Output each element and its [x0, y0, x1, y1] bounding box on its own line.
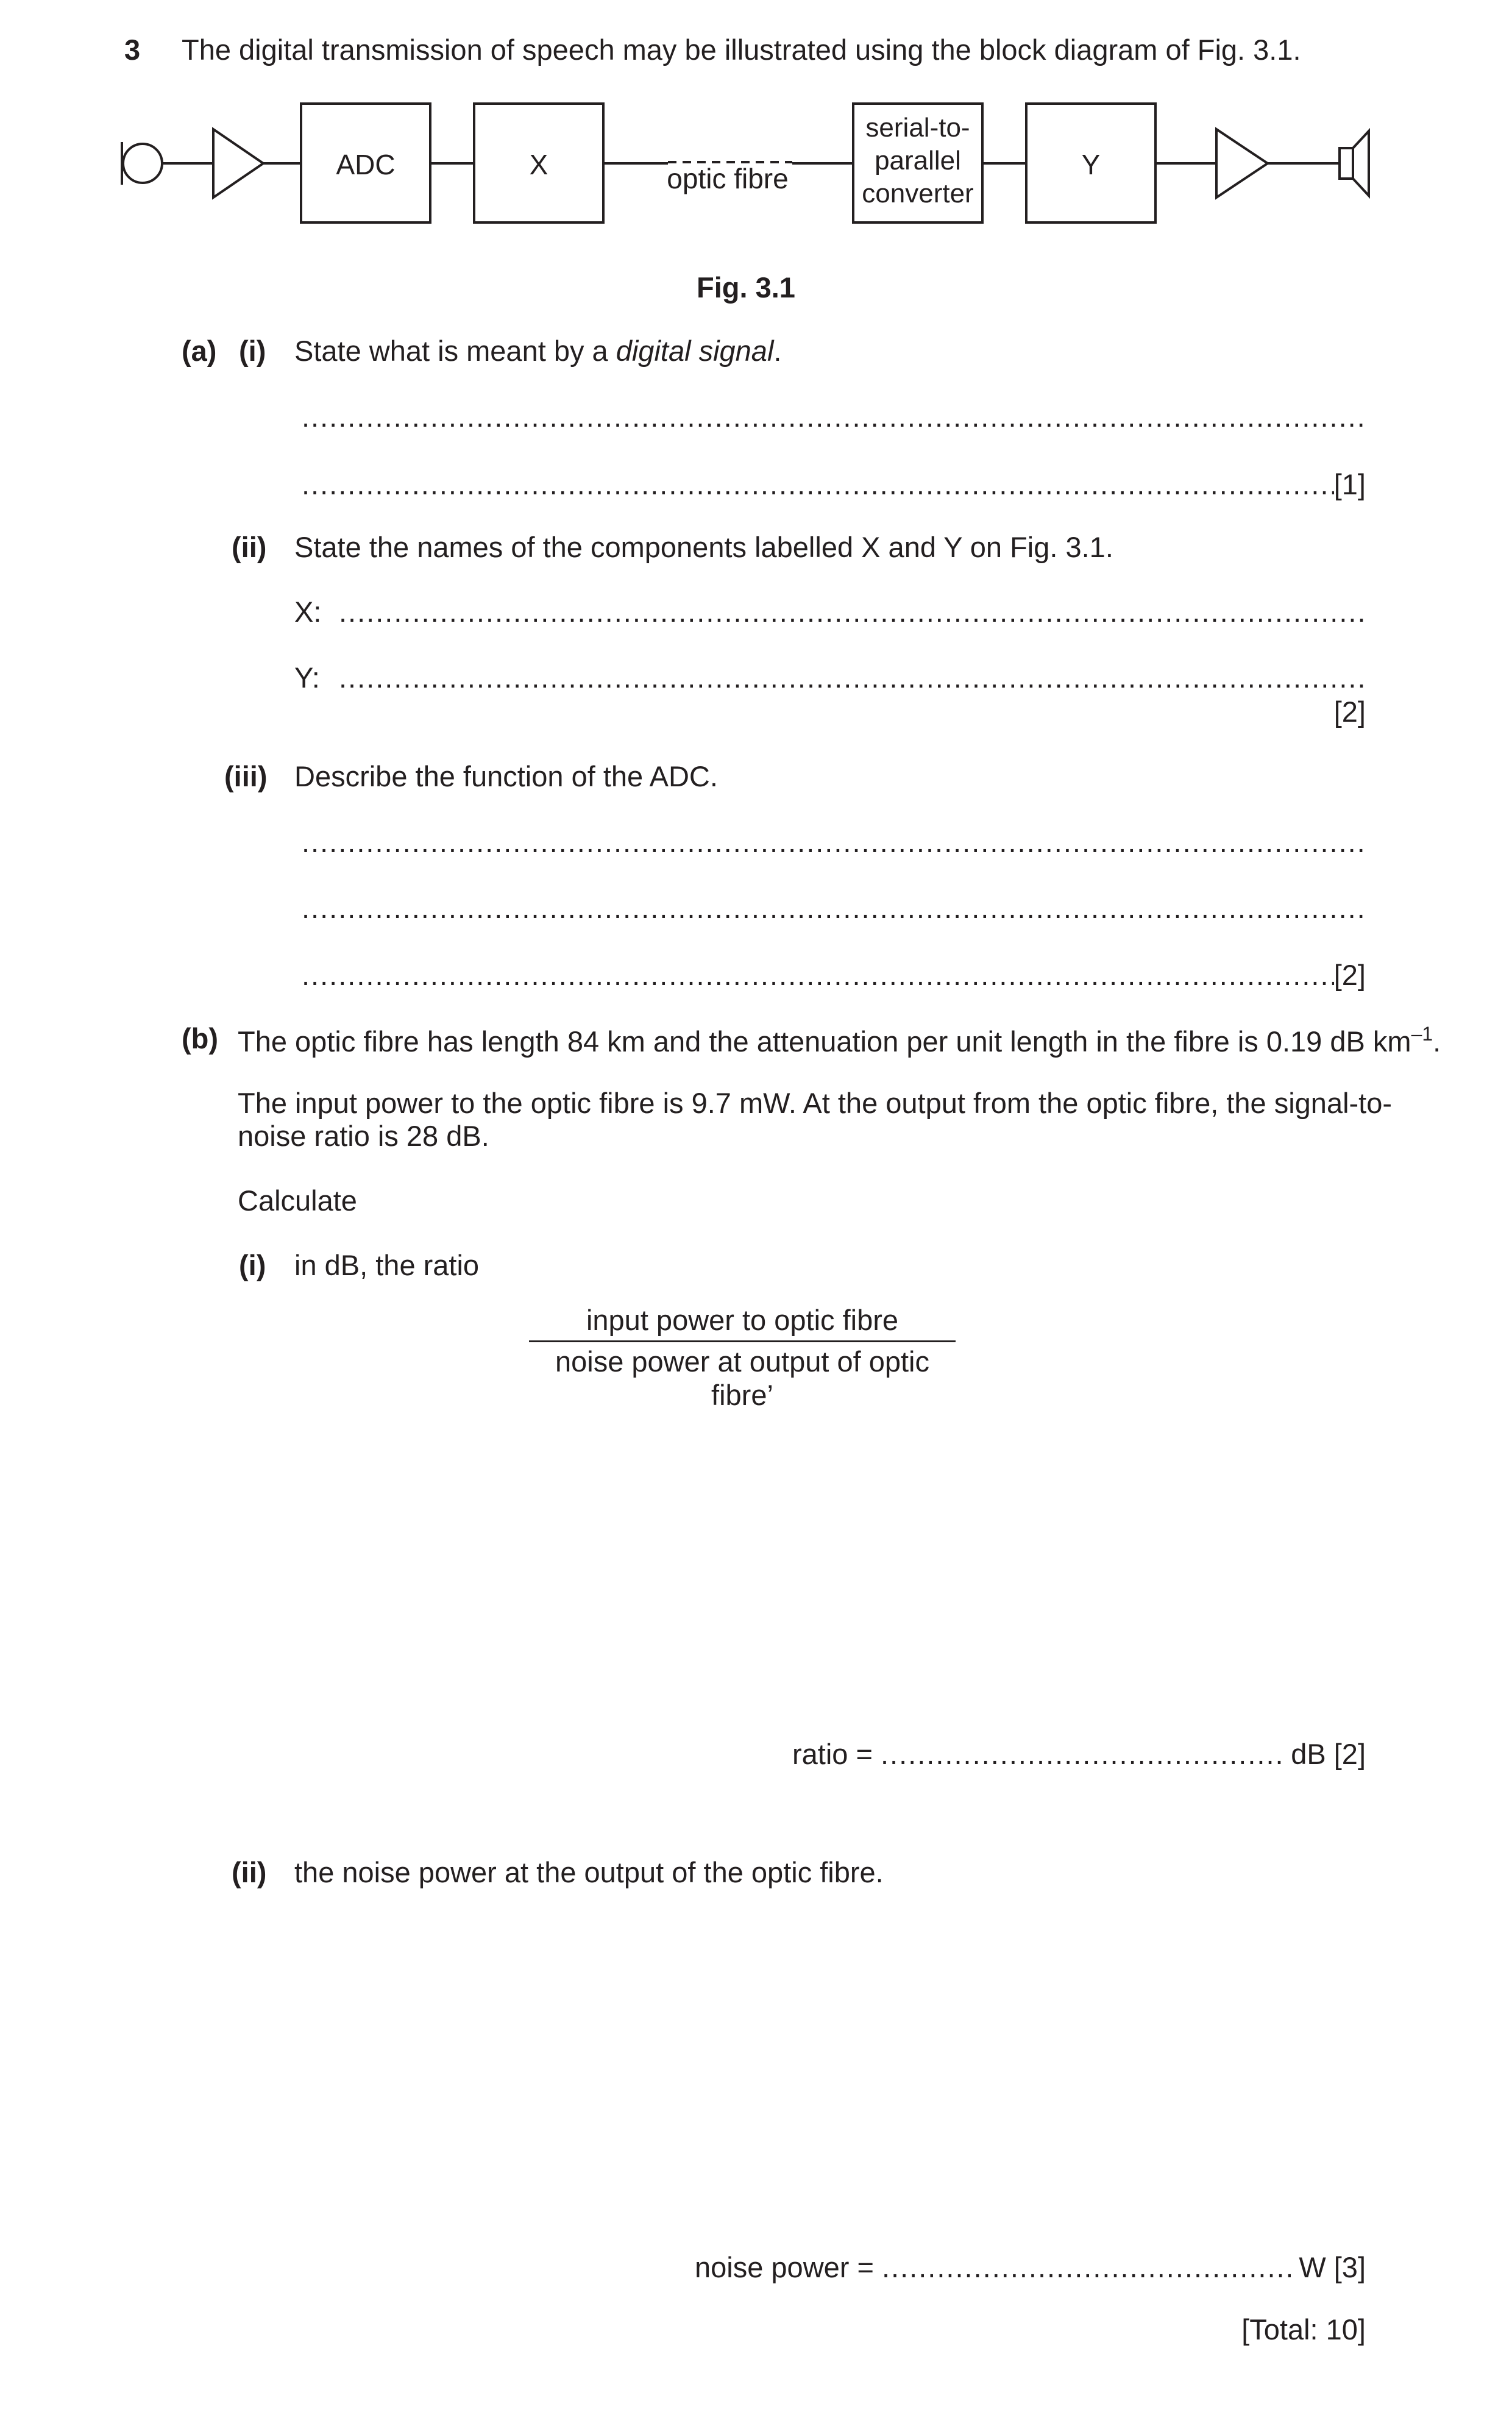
fraction-numerator: input power to optic fibre — [529, 1303, 956, 1342]
fraction-suffix: ’ — [767, 1379, 773, 1411]
noise-power-answer-unit: W [3] — [1291, 2251, 1366, 2283]
total-marks: [Total: 10] — [1241, 2313, 1366, 2346]
figure-caption: Fig. 3.1 — [697, 271, 795, 304]
part-b-line1-sup: –1 — [1411, 1023, 1433, 1045]
answer-line-marked[interactable] — [302, 958, 1366, 992]
fraction-denominator: noise power at output of optic fibre — [555, 1345, 929, 1411]
ratio-answer-unit: dB [2] — [1283, 1738, 1366, 1770]
part-a-i-text: State what is meant by a — [294, 335, 616, 367]
part-b-label: (b) — [182, 1022, 219, 1055]
y-label: Y — [1081, 149, 1101, 180]
optic-fibre-label: optic fibre — [667, 163, 789, 194]
microphone-icon — [122, 142, 162, 185]
part-a-iii-question: Describe the function of the ADC. — [294, 760, 718, 792]
part-a-i-term: digital signal — [616, 335, 774, 367]
converter-label-line1: serial-to- — [865, 113, 970, 143]
y-answer-label: Y: — [294, 661, 320, 694]
part-b-calculate: Calculate — [238, 1184, 357, 1217]
part-a-ii-question: State the names of the components labelled X and Y on Fig. 3.1. — [294, 531, 1113, 563]
x-answer-line[interactable] — [339, 597, 1365, 626]
question-number: 3 — [124, 34, 141, 66]
part-a-ii-label: (ii) — [232, 531, 267, 563]
answer-line-marked[interactable] — [302, 468, 1366, 501]
part-b-line1-end: . — [1433, 1025, 1441, 1058]
x-label: X — [529, 149, 548, 180]
amplifier-icon — [1216, 129, 1268, 197]
question-intro: The digital transmission of speech may be illustrated using the block diagram of Fig. 3.1. — [182, 34, 1301, 66]
part-b-ii-question: the noise power at the output of the optic fibre. — [294, 1856, 884, 1888]
part-a-iii-label: (iii) — [224, 760, 268, 792]
marks-a-i: [1] — [1333, 468, 1366, 500]
part-b-para2-line2: noise ratio is 28 dB. — [238, 1120, 489, 1152]
part-b-line1 — [238, 1024, 1441, 1056]
answer-line[interactable] — [302, 828, 1363, 856]
part-a-label: (a) — [182, 335, 217, 367]
part-b-ii-label: (ii) — [232, 1856, 267, 1888]
y-answer-line[interactable] — [339, 663, 1365, 692]
noise-power-answer[interactable] — [695, 2250, 1366, 2284]
x-answer-label: X: — [294, 596, 322, 628]
converter-label-line3: converter — [862, 179, 974, 208]
noise-power-answer-label: noise power = — [695, 2251, 882, 2283]
ratio-fraction — [525, 1303, 959, 1412]
part-a-i-text-end: . — [773, 335, 782, 367]
part-b-i-label: (i) — [239, 1249, 266, 1281]
amplifier-icon — [213, 129, 263, 197]
part-b-line1-text: The optic fibre has length 84 km and the attenuation per unit length in the fibre is 0.19 dB km — [238, 1025, 1411, 1058]
part-b-para2-line1: The input power to the optic fibre is 9.7 mW. At the output from the optic fibre, the signal-to- — [238, 1087, 1393, 1119]
part-b-i-question: in dB, the ratio — [294, 1249, 480, 1281]
loudspeaker-icon — [1340, 131, 1369, 196]
answer-line[interactable] — [302, 402, 1363, 431]
marks-a-ii: [2] — [1333, 695, 1366, 728]
part-a-i-question — [294, 336, 781, 365]
part-a-i-label: (i) — [239, 335, 266, 367]
answer-line[interactable] — [302, 894, 1363, 922]
converter-label-line2: parallel — [875, 146, 961, 176]
ratio-answer[interactable] — [792, 1737, 1366, 1771]
ratio-answer-label: ratio = — [792, 1738, 881, 1770]
fraction-denominator-wrap — [525, 1342, 959, 1412]
adc-label: ADC — [336, 149, 396, 180]
marks-a-iii: [2] — [1333, 959, 1366, 991]
